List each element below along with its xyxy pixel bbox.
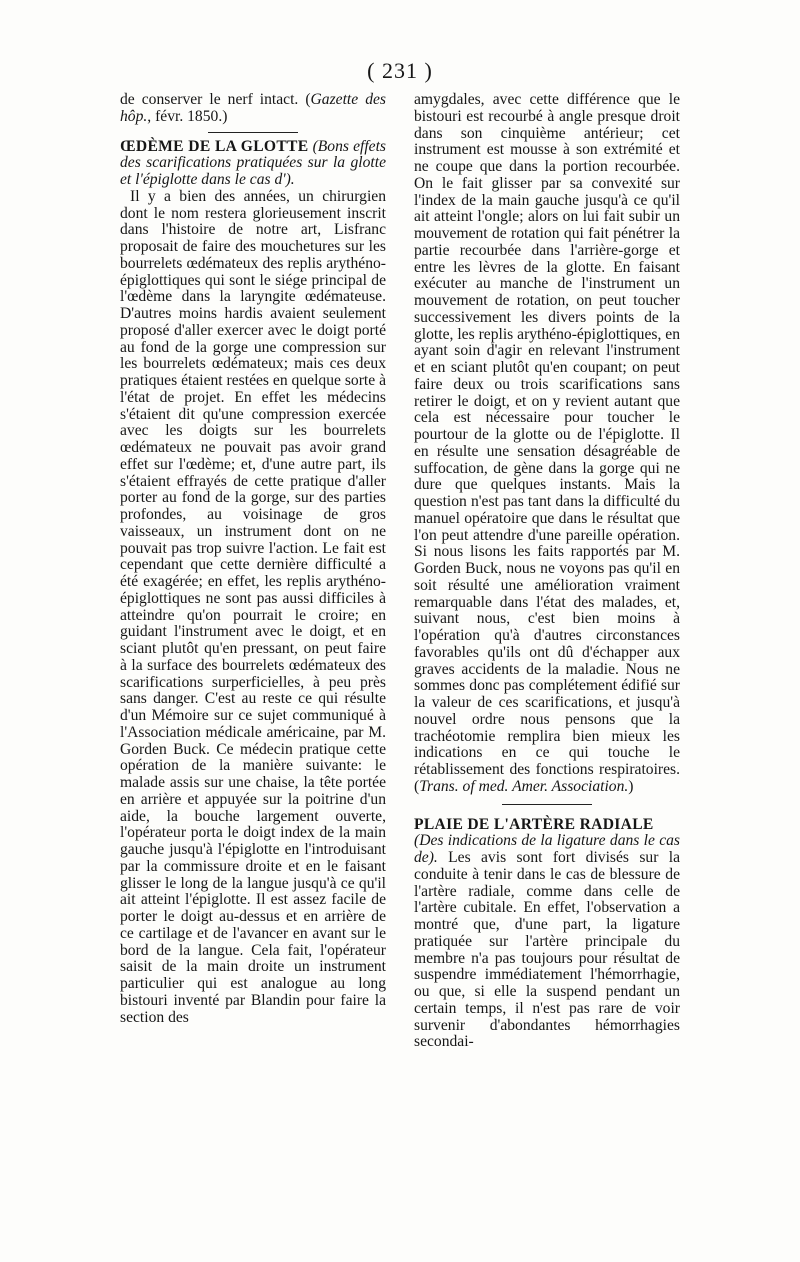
section-divider — [502, 804, 592, 805]
section1-continued: amygdales, avec cette différence que le bistouri est recourbé à angle presque droit dans son cinquième antérieur; cet instrument est mousse à son extrémité et ne coupe que dans la portion recourbée. On le fait glisser par sa convexité sur l'index de la main gauche jusqu'à ce qu'il ait atteint l'ongle; alors on lui fait subir un mouvement de rotation qui fait pénétrer la partie recourbée dans l'arrière-gorge et entre les lèvres de la glotte. En faisant exécuter au manche de l'instrument un mouvement de rotation, on peut toucher successivement les divers points de la glotte, les replis arythéno-épiglottiques, en ayant soin d'agir en relevant l'instrument et en sciant plutôt qu'en coupant; on peut faire deux ou trois scarifications sans retirer le doigt, et on y revient autant que cela est nécessaire pour toucher le pourtour de la glotte ou de l'épiglotte. Il en résulte une sensation désagréable de suffocation, de gène dans la gorge qui ne dure que quelques instants. Mais la question n'est pas tant dans la difficulté du manuel opératoire que dans le résultat que l'on peut attendre d'une pareille opération. Si nous lisons les faits rapportés par M. Gorden Buck, nous ne voyons pas qu'il en soit résulté une amélioration vraiment remarquable dans l'état des malades, et, suivant nous, c'est bien moins à l'opération qu'à d'autres circonstances favorables qu'ils ont dû d'échapper aux graves accidents de la maladie. Nous ne sommes donc pas complétement édifié sur la valeur de ces scarifications, et jusqu'à nouvel ordre nous pensons que la trachéotomie remplira bien mieux les indications en ce qui touche le rétablissement des fonctions respiratoires. ( — [414, 91, 680, 795]
section2-title: PLAIE DE L'ARTÈRE RADIALE — [414, 815, 654, 833]
section-divider — [208, 132, 298, 133]
intro-text: de conserver le nerf intact. ( — [120, 91, 311, 108]
intro-tail: , févr. 1850.) — [147, 107, 228, 125]
section1-body: Il y a bien des années, un chirurgien dont le nom restera glorieusement inscrit dans l'histoire de notre art, Lisfranc proposait de faire des mouchetures sur les bourrelets œdémateux des replis arythéno-épiglottiques qui sont le siége principal de l'œdème dans la laryngite œdémateuse. D'autres moins hardis avaient seulement proposé d'aller exercer avec le doigt porté au fond de la gorge une compression sur les bourrelets œdémateux; mais ces deux pratiques étaient restées en quelque sorte à l'état de projet. En effet les médecins s'étaient dit qu'une compression exercée avec les doigts sur les bourrelets œdémateux ne pouvait pas avoir grand effet sur l'œdème; et, d'une autre part, ils s'étaient effrayés de cette pratique d'aller porter au fond de la gorge, sur des parties profondes, au voisinage de gros vaisseaux, un instrument dont on ne pouvait pas trop suivre l'action. Le fait est cependant que cette dernière difficulté a été exagérée; en effet, les replis arythéno-épiglottiques ne sont pas aussi difficiles à atteindre qu'on pourrait le croire; en guidant l'instrument avec le doigt, et en sciant plutôt qu'en pressant, on peut faire à la surface des bourrelets œdémateux des scarifications surperficielles, à peu près sans danger. C'est au reste ce qui résulte d'un Mémoire sur ce sujet communiqué à l'Association médicale américaine, par M. Gorden Buck. Ce médecin pratique cette opération de la manière suivante: le malade assis sur une chaise, la tête portée en arrière et appuyée sur la poitrine d'un aide, la bouche largement ouverte, l'opérateur porta le doigt index de la main gauche jusqu'à l'épiglotte en l'introduisant par la commissure droite et en le faisant glisser le long de la langue jusqu'à ce qu'il ait atteint l'épiglotte. Il est assez facile de porter le doigt au-dessus et en arrière de ce cartilage et de l'avancer en avant sur le bord de la langue. Cela fait, l'opérateur saisit de la main droite un instrument particulier qui est analogue au long bistouri inventé par Blandin pour faire la section des — [120, 187, 386, 1026]
intro-source: Gazette des hôp. — [120, 91, 386, 125]
section1-subtitle: (Bons effets des scarifications pratiquées sur la glotte et l'épiglotte dans le cas d'). — [120, 137, 387, 188]
section2-body: Les avis sont fort divisés sur la conduite à tenir dans le cas de blessure de l'artère radiale, comme dans celle de l'artère cubitale. En effet, l'observation a montré que, d'une part, la ligature pratiquée sur l'artère principale du membre n'a pas toujours pour résultat de suspendre immédiatement l'hémorrhagie, ou que, si elle la suspend pendant un certain temps, il n'est pas rare de voir survenir d'abondantes hémorrhagies secondai- — [414, 849, 680, 1051]
intro-paragraph — [120, 92, 386, 126]
section2-subtitle: (Des indications de la ligature dans le cas de). — [414, 832, 680, 866]
left-column — [120, 92, 386, 1026]
section1-title: ŒDÈME DE LA GLOTTE — [120, 137, 309, 155]
right-column — [414, 92, 680, 1051]
section2-header — [414, 817, 680, 834]
section1-source: Trans. of med. Amer. Association. — [419, 777, 629, 795]
section1-source-tail: ) — [628, 777, 634, 795]
section1-header — [120, 139, 386, 189]
page-number: ( 231 ) — [367, 58, 433, 83]
section2-paragraph — [414, 833, 680, 1051]
section1-continued-paragraph — [414, 92, 680, 796]
